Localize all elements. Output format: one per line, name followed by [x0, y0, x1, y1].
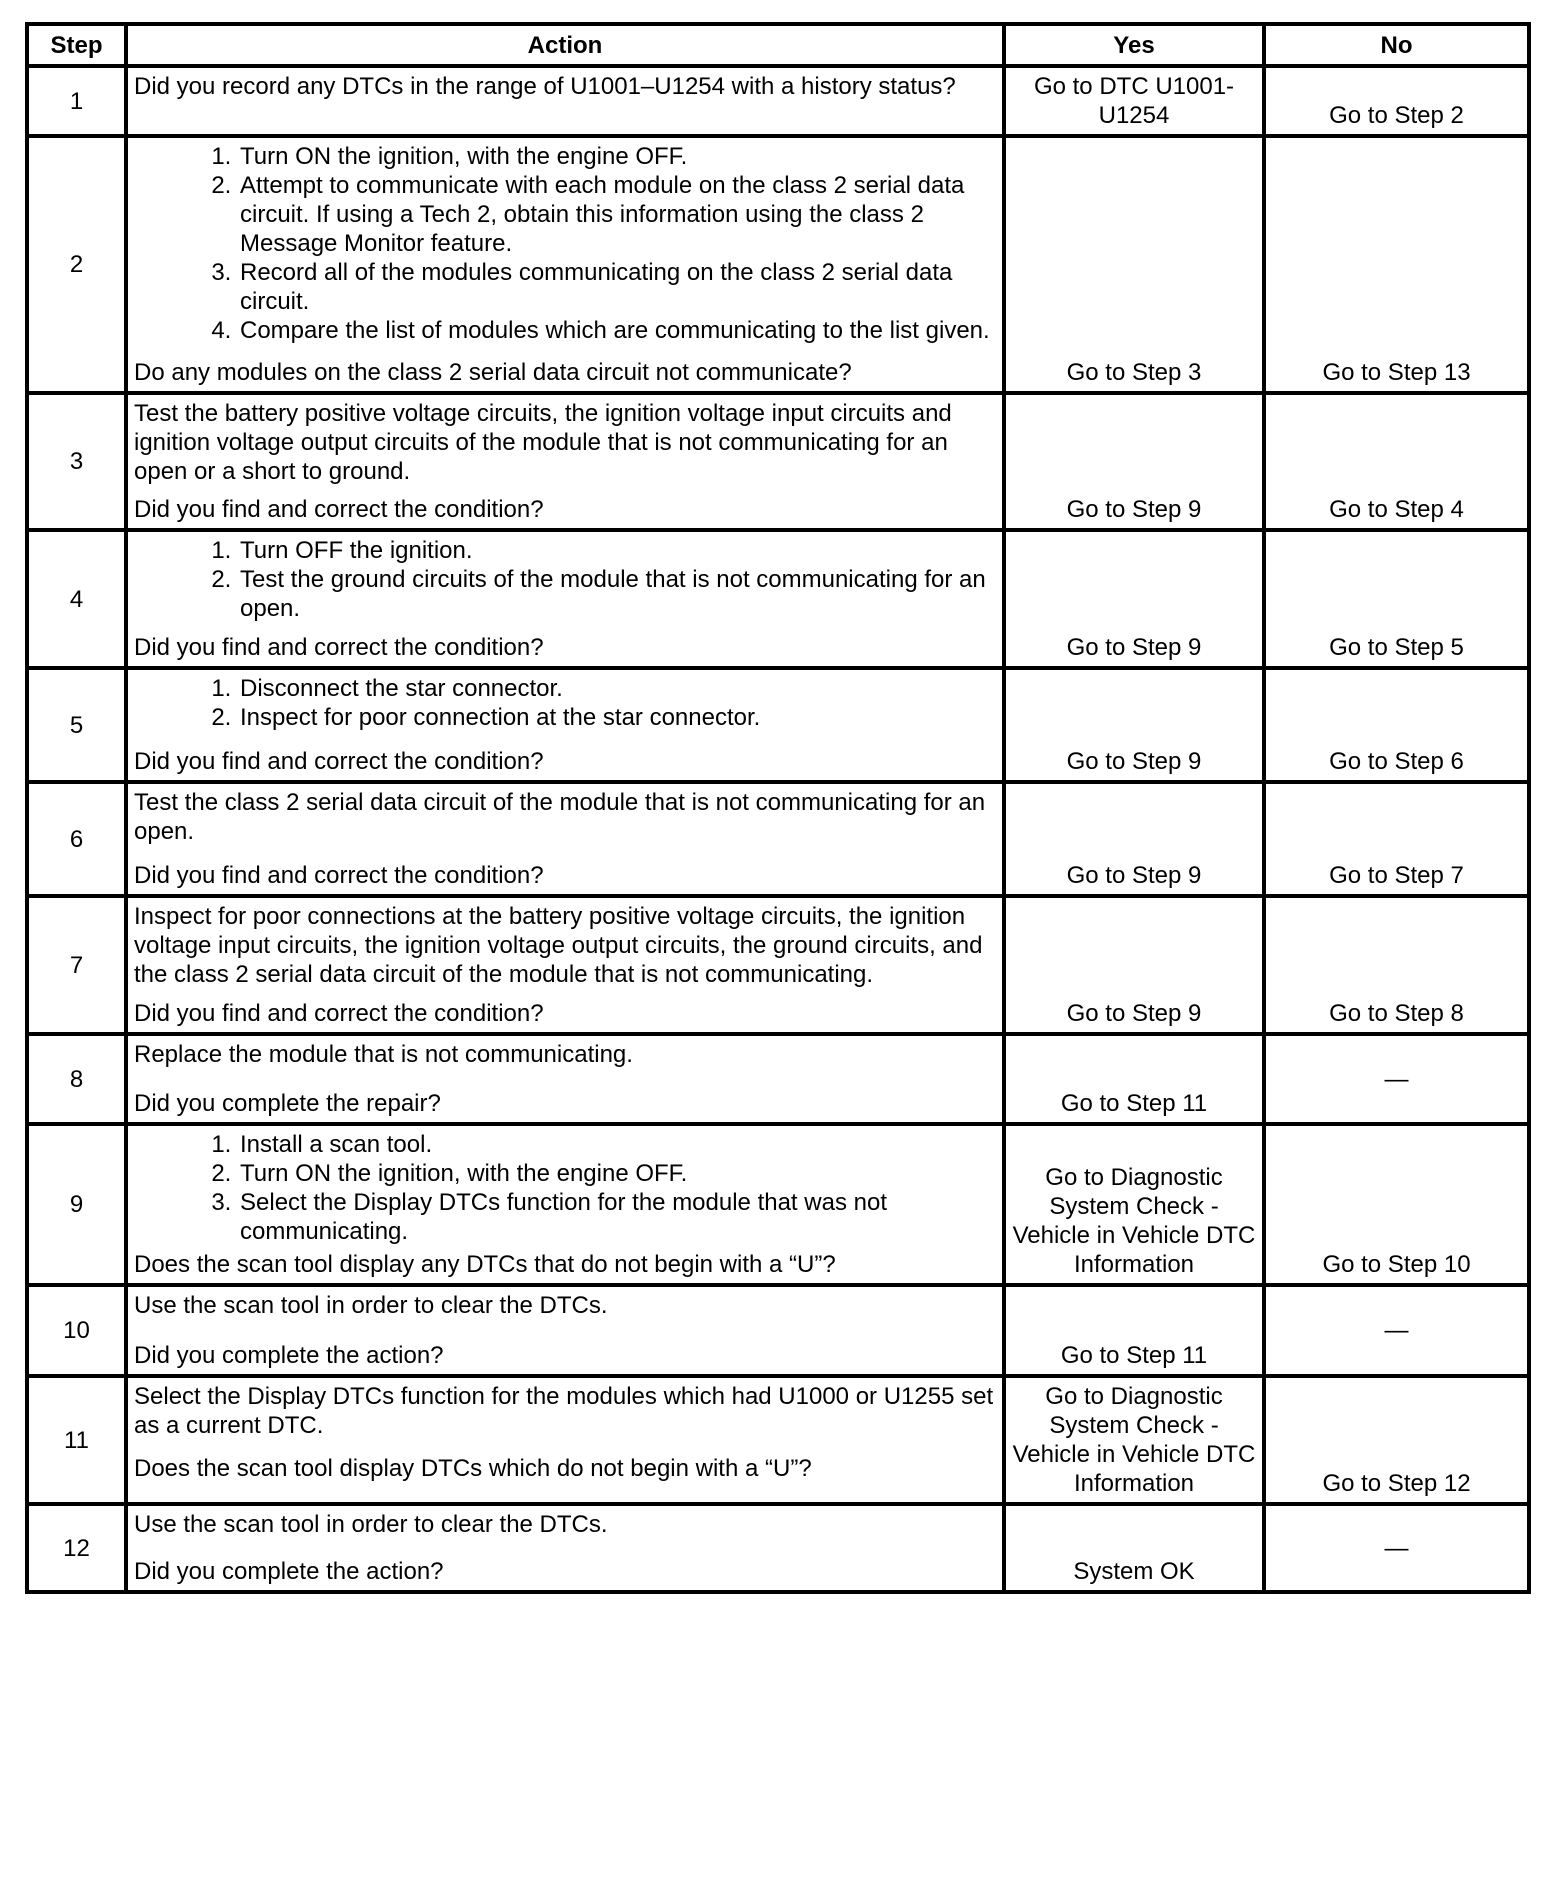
action-instructions	[134, 536, 996, 623]
action-cell	[126, 1504, 1004, 1592]
action-steps-list	[134, 674, 996, 732]
action-step-item: 4. Compare the list of modules which are communicating to the list given.	[238, 316, 996, 345]
action-step-item: 1. Turn OFF the ignition.	[238, 536, 996, 565]
step-number-cell: 2	[27, 136, 126, 393]
action-step-item: 1. Install a scan tool.	[238, 1130, 996, 1159]
header-action: Action	[126, 24, 1004, 66]
step-number-cell: 8	[27, 1034, 126, 1124]
no-result-cell: Go to Step 4	[1264, 393, 1529, 530]
yes-result-cell: Go to Step 9	[1004, 393, 1264, 530]
yes-result-cell: Go to Step 9	[1004, 782, 1264, 896]
action-cell	[126, 1285, 1004, 1376]
action-text: Replace the module that is not communicating.	[134, 1041, 633, 1068]
action-text: Test the class 2 serial data circuit of the module that is not communicating for an open.	[134, 789, 986, 845]
header-no: No	[1264, 24, 1529, 66]
step-number-cell: 4	[27, 530, 126, 668]
table-row	[27, 896, 1529, 1034]
action-question: Does the scan tool display any DTCs that do not begin with a “U”?	[134, 1251, 836, 1278]
action-content	[134, 674, 996, 776]
action-step-item: 1. Disconnect the star connector.	[238, 674, 996, 703]
action-text: Use the scan tool in order to clear the DTCs.	[134, 1292, 608, 1319]
action-question: Does the scan tool display DTCs which do not begin with a “U”?	[134, 1455, 812, 1482]
action-text: Test the battery positive voltage circuits, the ignition voltage input circuits and ignition voltage output circuits of the module that is not communicating for an open or a short to ground.	[134, 400, 952, 485]
action-content	[134, 72, 996, 119]
table-row	[27, 782, 1529, 896]
action-content	[134, 1130, 996, 1279]
action-step-item: 3. Record all of the modules communicating on the class 2 serial data circuit.	[238, 258, 996, 316]
step-number-cell: 9	[27, 1124, 126, 1285]
action-content	[134, 1040, 996, 1118]
action-content	[134, 788, 996, 890]
action-question: Did you find and correct the condition?	[134, 862, 544, 889]
no-result-cell: —	[1264, 1285, 1529, 1376]
action-cell	[126, 530, 1004, 668]
action-content	[134, 1291, 996, 1370]
yes-result-cell: Go to Step 9	[1004, 530, 1264, 668]
table-row	[27, 393, 1529, 530]
yes-result-cell: Go to Step 11	[1004, 1285, 1264, 1376]
table-header-row	[27, 24, 1529, 66]
step-number-cell: 5	[27, 668, 126, 782]
header-step: Step	[27, 24, 126, 66]
table-row	[27, 1504, 1529, 1592]
no-result-cell: Go to Step 6	[1264, 668, 1529, 782]
table-row	[27, 1034, 1529, 1124]
step-number-cell: 3	[27, 393, 126, 530]
action-question: Did you find and correct the condition?	[134, 634, 544, 661]
table-row	[27, 1376, 1529, 1504]
no-result-cell: Go to Step 12	[1264, 1376, 1529, 1504]
no-result-cell: Go to Step 8	[1264, 896, 1529, 1034]
action-content	[134, 1510, 996, 1586]
yes-result-cell: Go to Step 9	[1004, 896, 1264, 1034]
table-row	[27, 1124, 1529, 1285]
header-yes: Yes	[1004, 24, 1264, 66]
action-content	[134, 902, 996, 1028]
action-steps-list	[134, 1130, 996, 1246]
no-result-cell: Go to Step 2	[1264, 66, 1529, 136]
action-step-item: 2. Test the ground circuits of the module that is not communicating for an open.	[238, 565, 996, 623]
action-steps-list	[134, 536, 996, 623]
action-instructions	[134, 1291, 996, 1320]
no-result-cell: Go to Step 10	[1264, 1124, 1529, 1285]
action-instructions	[134, 72, 996, 101]
no-result-cell: Go to Step 5	[1264, 530, 1529, 668]
action-text: Did you record any DTCs in the range of U1001–U1254 with a history status?	[134, 73, 956, 100]
table-row	[27, 530, 1529, 668]
action-question: Did you find and correct the condition?	[134, 496, 544, 523]
action-cell	[126, 896, 1004, 1034]
action-step-item: 3. Select the Display DTCs function for the module that was not communicating.	[238, 1188, 996, 1246]
action-text: Select the Display DTCs function for the modules which had U1000 or U1255 set as a current DTC.	[134, 1383, 994, 1439]
action-instructions	[134, 674, 996, 732]
action-cell	[126, 668, 1004, 782]
action-text: Use the scan tool in order to clear the DTCs.	[134, 1511, 608, 1538]
step-number-cell: 6	[27, 782, 126, 896]
no-result-cell: —	[1264, 1504, 1529, 1592]
action-question: Do any modules on the class 2 serial data circuit not communicate?	[134, 359, 852, 386]
yes-result-cell: Go to DTC U1001-U1254	[1004, 66, 1264, 136]
no-result-cell: —	[1264, 1034, 1529, 1124]
action-instructions	[134, 1510, 996, 1539]
table-row	[27, 1285, 1529, 1376]
action-question: Did you find and correct the condition?	[134, 1000, 544, 1027]
action-question: Did you complete the action?	[134, 1342, 444, 1369]
yes-result-cell: Go to Step 11	[1004, 1034, 1264, 1124]
action-cell	[126, 136, 1004, 393]
action-instructions	[134, 142, 996, 345]
action-content	[134, 1382, 996, 1483]
action-question: Did you find and correct the condition?	[134, 748, 544, 775]
action-instructions	[134, 1130, 996, 1246]
step-number-cell: 7	[27, 896, 126, 1034]
action-cell	[126, 66, 1004, 136]
yes-result-cell: Go to Diagnostic System Check - Vehicle in Vehicle DTC Information	[1004, 1376, 1264, 1504]
action-step-item: 2. Inspect for poor connection at the star connector.	[238, 703, 996, 732]
yes-result-cell: System OK	[1004, 1504, 1264, 1592]
action-cell	[126, 1376, 1004, 1504]
table-row	[27, 66, 1529, 136]
action-step-item: 2. Attempt to communicate with each module on the class 2 serial data circuit. If using a Tech 2, obtain this information using the class 2 Message Monitor feature.	[238, 171, 996, 258]
action-step-item: 2. Turn ON the ignition, with the engine OFF.	[238, 1159, 996, 1188]
action-content	[134, 536, 996, 662]
action-instructions	[134, 1382, 996, 1440]
action-cell	[126, 1034, 1004, 1124]
action-question: Did you complete the repair?	[134, 1090, 441, 1117]
yes-result-cell: Go to Diagnostic System Check - Vehicle in Vehicle DTC Information	[1004, 1124, 1264, 1285]
step-number-cell: 10	[27, 1285, 126, 1376]
table-row	[27, 668, 1529, 782]
diagnostic-table-container	[25, 22, 1527, 1594]
action-text: Inspect for poor connections at the battery positive voltage circuits, the ignition voltage input circuits, the ignition voltage output circuits, the ground circuits, and the class 2 serial data circuit of the module that is not communicating.	[134, 903, 983, 988]
action-cell	[126, 393, 1004, 530]
step-number-cell: 12	[27, 1504, 126, 1592]
action-cell	[126, 782, 1004, 896]
action-instructions	[134, 788, 996, 846]
table-body	[27, 66, 1529, 1592]
action-instructions	[134, 399, 996, 486]
action-cell	[126, 1124, 1004, 1285]
diagnostic-table	[25, 22, 1531, 1594]
action-steps-list	[134, 142, 996, 345]
step-number-cell: 11	[27, 1376, 126, 1504]
action-instructions	[134, 902, 996, 989]
action-content	[134, 142, 996, 387]
no-result-cell: Go to Step 7	[1264, 782, 1529, 896]
yes-result-cell: Go to Step 9	[1004, 668, 1264, 782]
step-number-cell: 1	[27, 66, 126, 136]
no-result-cell: Go to Step 13	[1264, 136, 1529, 393]
action-content	[134, 399, 996, 524]
table-row	[27, 136, 1529, 393]
yes-result-cell: Go to Step 3	[1004, 136, 1264, 393]
action-step-item: 1. Turn ON the ignition, with the engine OFF.	[238, 142, 996, 171]
action-question: Did you complete the action?	[134, 1558, 444, 1585]
action-instructions	[134, 1040, 996, 1069]
